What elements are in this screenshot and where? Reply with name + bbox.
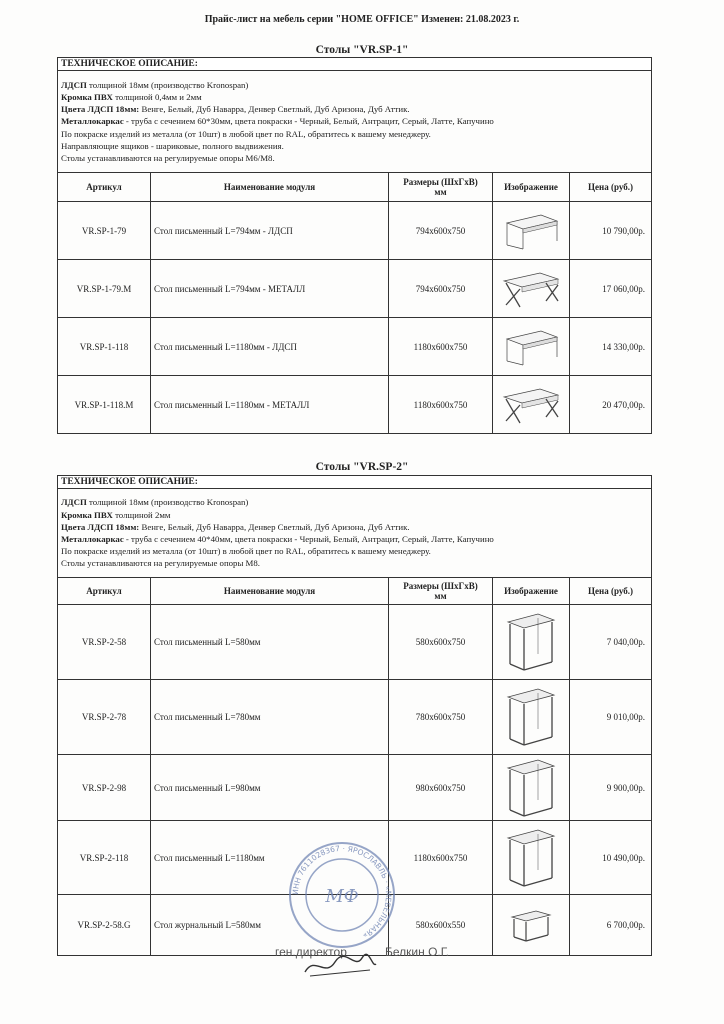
tech-line — [61, 91, 648, 103]
article-cell: VR.SP-2-58.G — [58, 895, 151, 956]
tech-line — [61, 521, 648, 533]
size-cell: 580х600х750 — [389, 605, 493, 680]
tech-line-term: Металлокаркас — [61, 534, 124, 544]
price-cell: 9 010,00р. — [570, 680, 652, 755]
col-price: Цена (руб.) — [570, 578, 652, 605]
product-image — [493, 680, 570, 755]
size-cell: 980х600х750 — [389, 755, 493, 821]
tech-line — [61, 496, 648, 508]
tech-line-term: Цвета ЛДСП 18мм: — [61, 521, 140, 532]
tech-line — [61, 509, 648, 521]
col-size-unit: мм — [434, 591, 447, 601]
table-row — [58, 318, 652, 376]
name-cell: Стол письменный L=794мм - ЛДСП — [151, 202, 389, 260]
col-article: Артикул — [58, 173, 151, 202]
price-cell: 10 790,00р. — [570, 202, 652, 260]
desk-illustration — [501, 327, 561, 367]
tech-line — [61, 557, 648, 569]
tech-line-text: Направляющие ящиков - шариковые, полного выдвижения. — [61, 140, 284, 151]
col-name: Наименование модуля — [151, 578, 389, 605]
section-title-sp1: Столы "VR.SP-1" — [315, 44, 409, 56]
desk-illustration — [504, 610, 558, 674]
name-cell: Стол письменный L=1180мм - ЛДСП — [151, 318, 389, 376]
tech-line-text: Венге, Белый, Дуб Наварра, Денвер Светлый, Дуб Аризона, Дуб Аттик. — [139, 521, 410, 532]
col-size-label: Размеры (ШхГхВ) — [403, 581, 478, 591]
price-cell: 9 900,00р. — [570, 755, 652, 821]
article-cell: VR.SP-2-98 — [58, 755, 151, 821]
col-size-unit: мм — [434, 187, 447, 197]
company-stamp — [287, 840, 397, 950]
price-table-sp1 — [57, 57, 652, 434]
tech-line — [61, 103, 648, 115]
tech-description — [58, 71, 652, 173]
desk-illustration — [504, 756, 558, 820]
tech-line-text: По покраске изделий из металла (от 10шт) в любой цвет по RAL, обратитесь к вашему менеджеру. — [61, 546, 431, 557]
article-cell: VR.SP-1-118 — [58, 318, 151, 376]
price-cell: 7 040,00р. — [570, 605, 652, 680]
tech-line — [61, 533, 648, 545]
table-row — [58, 605, 652, 680]
tech-line-text: толщиной 18мм (производство Kronospan) — [86, 497, 249, 508]
col-name: Наименование модуля — [151, 173, 389, 202]
tech-line — [61, 128, 648, 140]
col-image: Изображение — [493, 173, 570, 202]
tech-line-text: толщиной 2мм — [112, 509, 171, 520]
col-article: Артикул — [58, 578, 151, 605]
table-row — [58, 755, 652, 821]
tech-line-text: Столы устанавливаются на регулируемые опоры М8. — [61, 558, 260, 569]
handwritten-signature — [300, 950, 380, 980]
tech-line-term: ЛДСП — [61, 79, 87, 90]
desk-illustration — [500, 385, 562, 425]
article-cell: VR.SP-2-78 — [58, 680, 151, 755]
tech-description — [58, 489, 652, 578]
tech-line-term: Кромка ПВХ — [61, 509, 113, 520]
size-cell: 780х600х750 — [389, 680, 493, 755]
tech-line-text: По покраске изделий из металла (от 10шт) в любой цвет по RAL, обратитесь к вашему менеджеру. — [61, 128, 431, 139]
desk-illustration — [500, 269, 562, 309]
price-cell: 20 470,00р. — [570, 376, 652, 434]
product-image — [493, 605, 570, 680]
tech-line — [61, 140, 648, 152]
product-image — [493, 895, 570, 956]
col-size — [389, 578, 493, 605]
tech-line-term: Кромка ПВХ — [61, 91, 113, 102]
product-image — [493, 821, 570, 895]
document-title: Прайс-лист на мебель серии "HOME OFFICE" Изменен: 21.08.2023 г. — [204, 14, 520, 25]
desk-illustration — [504, 685, 558, 749]
tech-line-text: толщиной 0,4мм и 2мм — [112, 91, 202, 102]
stamp-center-text: МФ — [325, 886, 359, 907]
tech-line-term: ЛДСП — [61, 497, 87, 508]
product-image — [493, 260, 570, 318]
tech-line-text: - труба с сечением 40*40мм, цвета покраски - Черный, Белый, Антрацит, Серый, Латте, Капучино — [123, 534, 494, 544]
section-title-sp2: Столы "VR.SP-2" — [315, 461, 409, 473]
col-size-label: Размеры (ШхГхВ) — [403, 177, 478, 187]
tech-line-text: - труба с сечением 60*30мм, цвета покраски - Черный, Белый, Антрацит, Серый, Латте, Капучино — [123, 116, 494, 127]
article-cell: VR.SP-1-79.M — [58, 260, 151, 318]
size-cell: 794х600х750 — [389, 202, 493, 260]
article-cell: VR.SP-2-58 — [58, 605, 151, 680]
name-cell: Стол письменный L=1180мм - МЕТАЛЛ — [151, 376, 389, 434]
product-image — [493, 318, 570, 376]
size-cell: 1180х600х750 — [389, 821, 493, 895]
article-cell: VR.SP-1-118.M — [58, 376, 151, 434]
name-cell: Стол письменный L=1180мм — [151, 821, 389, 895]
name-cell: Стол журнальный L=580мм — [151, 895, 389, 956]
name-cell: Стол письменный L=580мм — [151, 605, 389, 680]
col-size — [389, 173, 493, 202]
table-row — [58, 202, 652, 260]
col-image: Изображение — [493, 578, 570, 605]
name-cell: Стол письменный L=794мм - МЕТАЛЛ — [151, 260, 389, 318]
tech-heading: ТЕХНИЧЕСКОЕ ОПИСАНИЕ: — [58, 476, 652, 489]
size-cell: 1180х600х750 — [389, 376, 493, 434]
price-cell: 17 060,00р. — [570, 260, 652, 318]
price-cell: 10 490,00р. — [570, 821, 652, 895]
product-image — [493, 755, 570, 821]
tech-line — [61, 79, 648, 91]
tech-line-term: Металлокаркас — [61, 116, 124, 127]
desk-illustration — [501, 211, 561, 251]
product-image — [493, 376, 570, 434]
stamp-ring-text: ИНН 7611028367 · ЯРОСЛАВЛЬ · «МЕБЕЛЬНАЯ» — [290, 843, 394, 941]
signature-name: Белкин О.Г. — [385, 945, 450, 959]
size-cell: 1180х600х750 — [389, 318, 493, 376]
tech-line-text: Столы устанавливаются на регулируемые опоры М6/М8. — [61, 153, 275, 163]
price-cell: 6 700,00р. — [570, 895, 652, 956]
size-cell: 794х600х750 — [389, 260, 493, 318]
product-image — [493, 202, 570, 260]
desk-illustration — [504, 826, 558, 890]
tech-line — [61, 115, 648, 127]
price-cell: 14 330,00р. — [570, 318, 652, 376]
desk-illustration — [506, 905, 556, 945]
tech-line-text: Венге, Белый, Дуб Наварра, Денвер Светлый, Дуб Аризона, Дуб Аттик. — [139, 104, 410, 115]
name-cell: Стол письменный L=980мм — [151, 755, 389, 821]
article-cell: VR.SP-1-79 — [58, 202, 151, 260]
table-row — [58, 680, 652, 755]
tech-line — [61, 152, 648, 164]
tech-line-term: Цвета ЛДСП 18мм: — [61, 104, 140, 115]
table-row — [58, 260, 652, 318]
col-price: Цена (руб.) — [570, 173, 652, 202]
tech-line — [61, 545, 648, 557]
signature-title: ген.директор — [275, 945, 347, 959]
tech-heading: ТЕХНИЧЕСКОЕ ОПИСАНИЕ: — [58, 58, 652, 71]
tech-line-text: толщиной 18мм (производство Kronospan) — [86, 79, 249, 90]
table-row — [58, 376, 652, 434]
size-cell: 580х600х550 — [389, 895, 493, 956]
article-cell: VR.SP-2-118 — [58, 821, 151, 895]
name-cell: Стол письменный L=780мм — [151, 680, 389, 755]
